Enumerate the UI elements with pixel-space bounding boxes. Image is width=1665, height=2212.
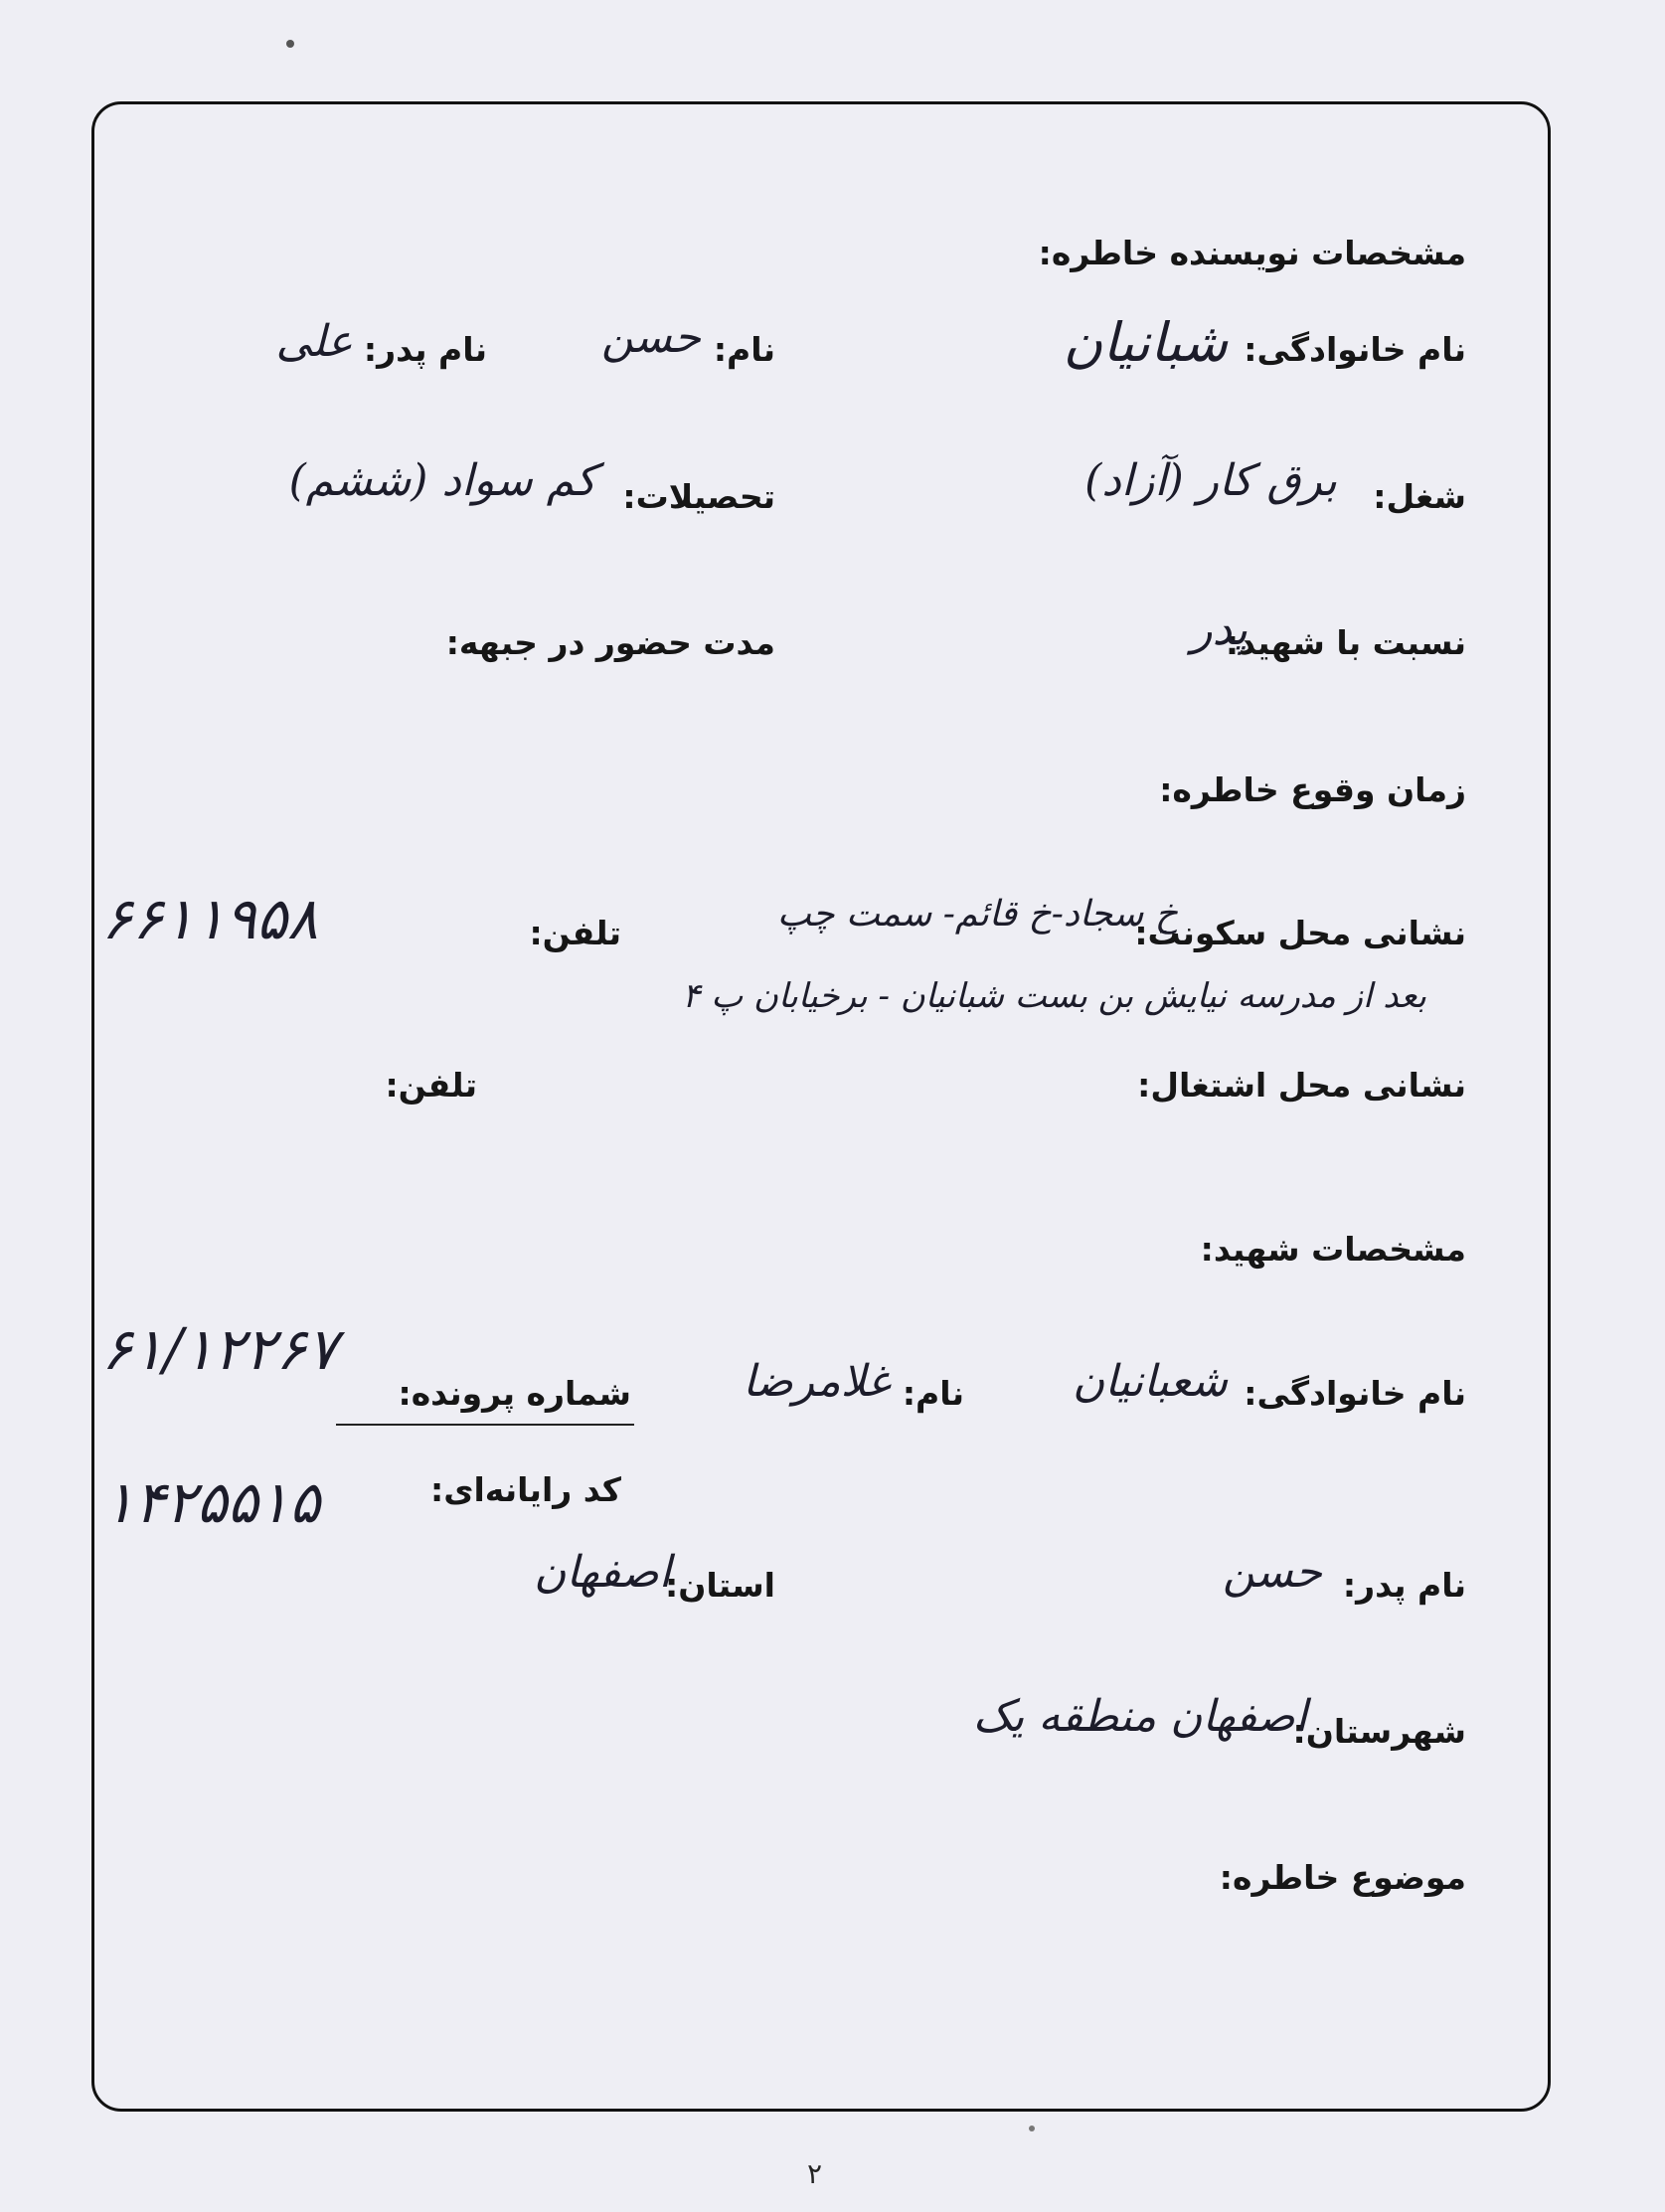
writer-relation-value: پدر (1191, 604, 1248, 655)
file-number-underline (336, 1424, 634, 1426)
writer-heading: مشخصات نویسنده خاطره: (1038, 234, 1466, 272)
martyr-province-value: اصفهان (534, 1547, 671, 1598)
writer-home-phone-label: تلفن: (529, 914, 621, 952)
martyr-file-number-label: شماره پرونده: (398, 1374, 631, 1413)
martyr-city-value: اصفهان منطقه یک (972, 1691, 1307, 1742)
martyr-heading: مشخصات شهید: (1200, 1230, 1466, 1269)
writer-father-label: نام پدر: (363, 330, 487, 369)
form-frame (91, 101, 1551, 2112)
martyr-name-label: نام: (902, 1374, 964, 1413)
writer-relation-label: نسبت با شهید: (1225, 623, 1466, 662)
writer-work-address-label: نشانی محل اشتغال: (1137, 1066, 1466, 1105)
scan-speck (1029, 2126, 1035, 2131)
martyr-name-value: غلامرضا (743, 1356, 890, 1407)
writer-work-phone-label: تلفن: (385, 1066, 477, 1105)
martyr-computer-code-label: کد رایانه‌ای: (430, 1470, 621, 1509)
martyr-province-label: استان: (665, 1566, 775, 1605)
writer-front-duration-label: مدت حضور در جبهه: (445, 623, 775, 662)
writer-home-address-label: نشانی محل سکونت: (1134, 914, 1466, 952)
writer-name-label: نام: (713, 330, 775, 369)
martyr-computer-code-value: ۱۴۲۵۵۱۵ (103, 1468, 321, 1536)
writer-job-value: برق کار (آزاد) (1084, 455, 1337, 506)
writer-home-address-value-line2: بعد از مدرسه نیایش بن بست شبانیان - برخیابان پ ۴ (682, 976, 1426, 1016)
writer-home-phone-value: ۶۶۱۱۹۵۸ (101, 885, 319, 952)
writer-education-label: تحصیلات: (622, 477, 775, 516)
writer-education-value: کم سواد (ششم) (288, 455, 596, 506)
writer-memory-time-label: زمان وقوع خاطره: (1159, 770, 1466, 809)
writer-family-value: شبانیان (1063, 311, 1228, 374)
scan-speck (286, 40, 294, 48)
writer-father-value: علی (275, 316, 353, 367)
martyr-father-label: نام پدر: (1342, 1566, 1466, 1605)
writer-home-address-value: خ سجاد-خ قائم- سمت چپ (776, 894, 1178, 935)
martyr-father-value: حسن (1223, 1547, 1322, 1598)
martyr-file-number-value: ۶۱/۱۲۲۶۷ (101, 1315, 338, 1383)
writer-name-value: حسن (601, 312, 701, 363)
writer-family-label: نام خانوادگی: (1244, 330, 1466, 369)
martyr-city-label: شهرستان: (1292, 1712, 1466, 1751)
writer-job-label: شغل: (1373, 477, 1466, 516)
page-number: ۲ (807, 2157, 823, 2190)
martyr-family-label: نام خانوادگی: (1244, 1374, 1466, 1413)
martyr-memory-subject-label: موضوع خاطره: (1219, 1858, 1466, 1897)
martyr-family-value: شعبانیان (1072, 1356, 1228, 1407)
